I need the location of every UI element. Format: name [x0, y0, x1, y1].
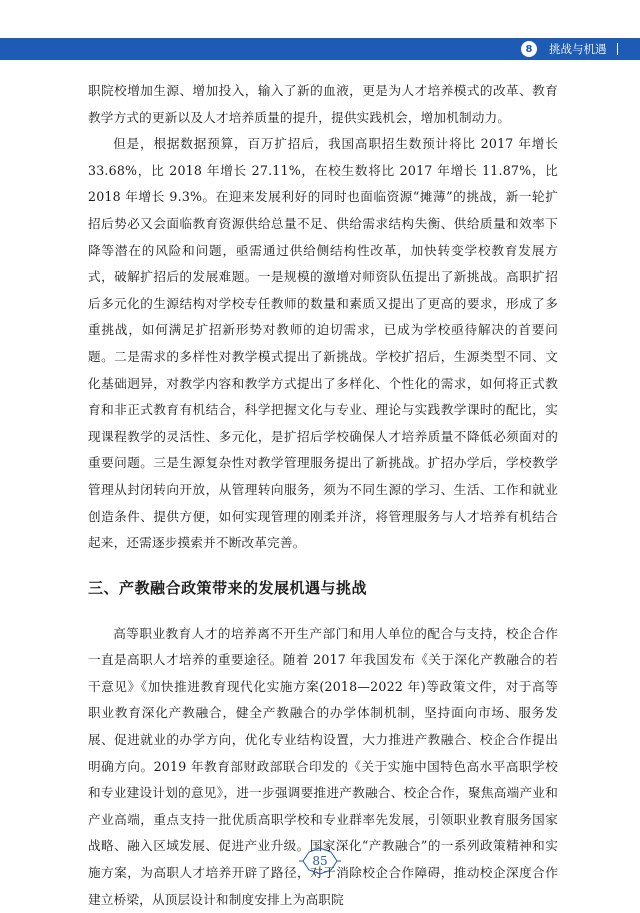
page-number-footer [0, 846, 640, 876]
page-number-ornament [297, 846, 343, 876]
header-divider [617, 43, 618, 55]
paragraph-2: 但是，根据数据预算，百万扩招后，我国高职招生数预计将比 2017 年增长 33.68%，比 2018 年增长 27.11%，在校生数将比 2017 年增长 11.87%，比 2018 年增长 9.3%。在迎来发展利好的同时也面临资源“摊薄”的挑战，新一轮扩招后势必又会面临教育资源供给总量不足、供给需求结构失衡、供给质量和效率下降等潜在的风险和问题，亟需通过供给侧结构性改革，加快转变学校教育发展方式，破解扩招后的发展难题。一是规模的激增对师资队伍提出了新挑战。高职扩招后多元化的生源结构对学校专任教师的数量和素质又提出了更高的要求，形成了多重挑战，如何满足扩招新形势对教师的迫切需求，已成为学校亟待解决的首要问题。二是需求的多样性对教学模式提出了新挑战。学校扩招后，生源类型不同、文化基础迥异，对教学内容和教学方式提出了多样化、个性化的需求，如何将正式教育和非正式教育有机结合，科学把握文化与专业、理论与实践教学课时的配比，实现课程教学的灵活性、多元化，是扩招后学校确保人才培养质量不降低必须面对的重要问题。三是生源复杂性对教学管理服务提出了新挑战。扩招办学后，学校教学管理从封闭转向开放，从管理转向服务，须为不同生源的学习、生活、工作和就业创造条件、提供方便，如何实现管理的刚柔并济，将管理服务与人才培养有机结合起来，还需逐步摸索并不断改革完善。 [88, 136, 558, 551]
paragraph-1: 职院校增加生源、增加投入，输入了新的血液，更是为人才培养模式的改革、教育教学方式的更新以及人才培养质量的提升，提供实践机会，增加机制动力。 [88, 83, 558, 125]
page-number: 85 [312, 854, 328, 868]
chapter-title: 挑战与机遇 [549, 42, 607, 56]
section-heading: 三、产教融合政策带来的发展机遇与挑战 [88, 578, 368, 597]
chapter-number-badge: 8 [521, 41, 537, 57]
paragraph-3: 高等职业教育人才的培养离不开生产部门和用人单位的配合与支持，校企合作一直是高职人才培养的重要途径。随着 2017 年我国发布《关于深化产教融合的若干意见》《加快推进教育现代化实施方案(2018—2022 年)等政策文件，对于高等职业教育深化产教融合，健全产教融合的办学体制机制，坚持面向市场、服务发展、促进就业的办学方向，优化专业结构设置，大力推进产教融合、校企合作提出明确方向。2019 年教育部财政部联合印发的《关于实施中国特色高水平高职学校和专业建设计划的意见》，进一步强调要推进产教融合、校企合作，聚焦高端产业和产业高端，重点支持一批优质高职学校和专业群率先发展，引领职业教育服务国家战略、融入区域发展、促进产业升级。国家深化“产教融合”的一系列政策精神和实施方案，为高职人才培养开辟了路径，对于消除校企合作障碍，推动校企深度合作建立桥梁，从顶层设计和制度安排上为高职院 [88, 625, 558, 907]
page-body [88, 78, 558, 913]
running-header [516, 38, 640, 60]
